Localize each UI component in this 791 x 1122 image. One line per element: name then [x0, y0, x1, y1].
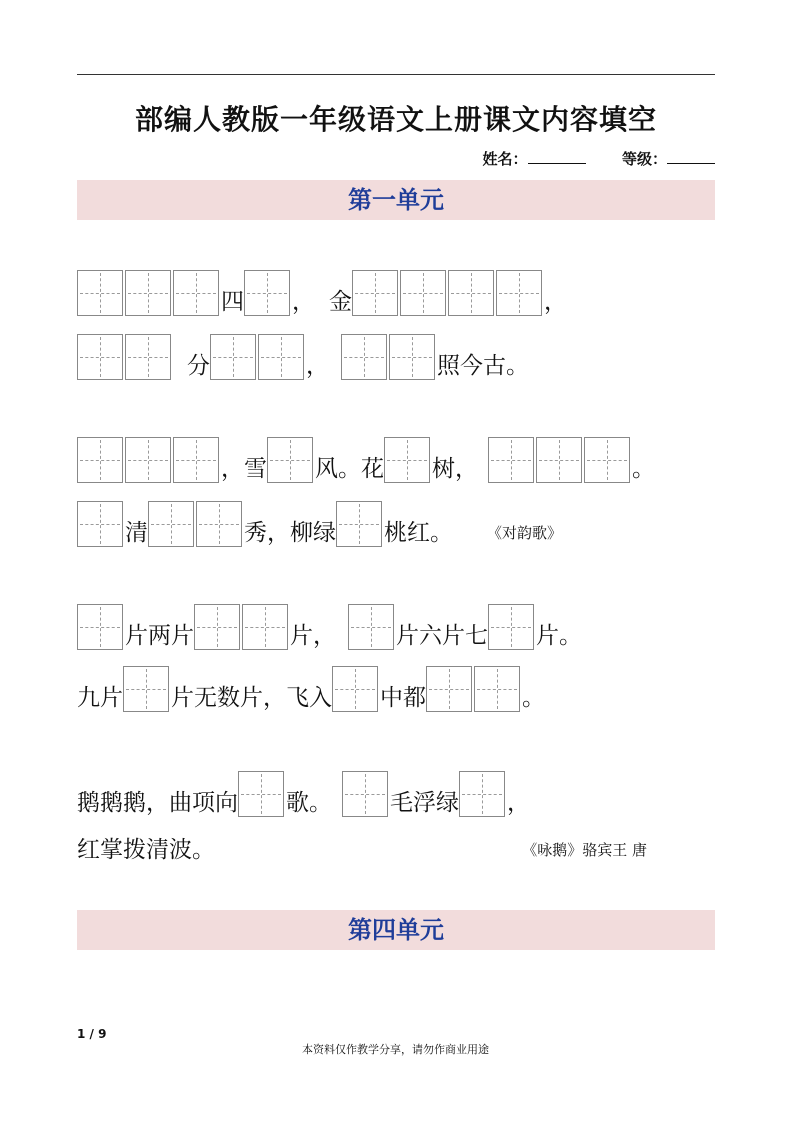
text-fragment: 片两片 — [125, 623, 194, 649]
blank-box[interactable] — [496, 270, 542, 316]
blank-box[interactable] — [448, 270, 494, 316]
blank-box[interactable] — [474, 666, 520, 712]
blank-box[interactable] — [584, 437, 630, 483]
source-citation: 《对韵歌》 — [487, 524, 563, 542]
grade-label: 等级： — [621, 150, 667, 168]
blank-box[interactable] — [488, 437, 534, 483]
section-header-unit1: 第一单元 — [77, 180, 715, 220]
blank-box[interactable] — [426, 666, 472, 712]
passage2-line1 — [77, 433, 655, 483]
text-fragment: ，雪 — [221, 456, 267, 482]
text-fragment: 。 — [632, 456, 655, 482]
blank-box[interactable] — [77, 270, 123, 316]
passage3-line1 — [77, 600, 582, 650]
blank-box[interactable] — [488, 604, 534, 650]
source-citation: 《咏鹅》骆宾王 唐 — [522, 841, 647, 859]
blank-box[interactable] — [258, 334, 304, 380]
text-fragment: ， — [507, 790, 530, 816]
text-fragment: 鹅鹅鹅，曲项向 — [77, 790, 238, 816]
blank-box[interactable] — [342, 771, 388, 817]
text-fragment: 片。 — [536, 623, 582, 649]
blank-box[interactable] — [352, 270, 398, 316]
blank-box[interactable] — [77, 501, 123, 547]
blank-box[interactable] — [77, 437, 123, 483]
text-fragment: 毛浮绿 — [390, 790, 459, 816]
passage4-line1 — [77, 767, 530, 817]
blank-box[interactable] — [238, 771, 284, 817]
name-label: 姓名： — [482, 150, 528, 168]
blank-box[interactable] — [332, 666, 378, 712]
blank-box[interactable] — [267, 437, 313, 483]
blank-box[interactable] — [125, 270, 171, 316]
blank-box[interactable] — [244, 270, 290, 316]
blank-box[interactable] — [196, 501, 242, 547]
text-fragment: 片， — [290, 623, 336, 649]
blank-box[interactable] — [210, 334, 256, 380]
text-fragment: 。 — [522, 685, 545, 711]
blank-box[interactable] — [173, 270, 219, 316]
blank-box[interactable] — [384, 437, 430, 483]
blank-box[interactable] — [77, 604, 123, 650]
text-fragment: ， — [306, 353, 329, 379]
text-fragment: 片六片七 — [396, 623, 488, 649]
text-fragment: ， — [544, 289, 567, 315]
section-header-unit4: 第四单元 — [77, 910, 715, 950]
grade-blank[interactable] — [667, 149, 715, 164]
text-fragment: 照今古。 — [437, 353, 529, 379]
blank-box[interactable] — [77, 334, 123, 380]
blank-box[interactable] — [173, 437, 219, 483]
blank-box[interactable] — [242, 604, 288, 650]
text-fragment: ， — [292, 289, 315, 315]
blank-box[interactable] — [194, 604, 240, 650]
text-fragment: 歌。 — [286, 790, 332, 816]
text-fragment: 风。花 — [315, 456, 384, 482]
text-fragment: 红掌拨清波。 — [77, 837, 215, 863]
passage3-line2 — [77, 662, 545, 712]
text-fragment: 九片 — [77, 685, 123, 711]
blank-box[interactable] — [125, 437, 171, 483]
name-grade-bar — [483, 148, 716, 169]
text-fragment: 片无数片，飞入 — [171, 685, 332, 711]
name-blank[interactable] — [528, 149, 586, 164]
passage1-line1 — [77, 266, 567, 316]
blank-box[interactable] — [336, 501, 382, 547]
blank-box[interactable] — [400, 270, 446, 316]
page-title: 部编人教版一年级语文上册课文内容填空 — [134, 103, 657, 136]
footer-notice: 本资料仅作教学分享，请勿作商业用途 — [302, 1043, 489, 1056]
text-fragment: 中都 — [380, 685, 426, 711]
passage1-line2 — [77, 330, 529, 380]
blank-box[interactable] — [148, 501, 194, 547]
blank-box[interactable] — [341, 334, 387, 380]
blank-box[interactable] — [348, 604, 394, 650]
text-fragment: 树， — [432, 456, 478, 482]
text-fragment: 分 — [187, 353, 210, 379]
top-rule — [77, 74, 715, 75]
blank-box[interactable] — [123, 666, 169, 712]
page-number: 1 / 9 — [77, 1027, 107, 1041]
blank-box[interactable] — [459, 771, 505, 817]
blank-box[interactable] — [125, 334, 171, 380]
blank-box[interactable] — [536, 437, 582, 483]
text-fragment: 四 — [221, 289, 244, 315]
text-fragment: 桃红。 — [384, 520, 453, 546]
text-fragment: 金 — [329, 289, 352, 315]
blank-box[interactable] — [389, 334, 435, 380]
text-fragment: 清 — [125, 520, 148, 546]
passage2-line2 — [77, 497, 562, 547]
passage4-line2 — [77, 814, 647, 864]
text-fragment: 秀，柳绿 — [244, 520, 336, 546]
